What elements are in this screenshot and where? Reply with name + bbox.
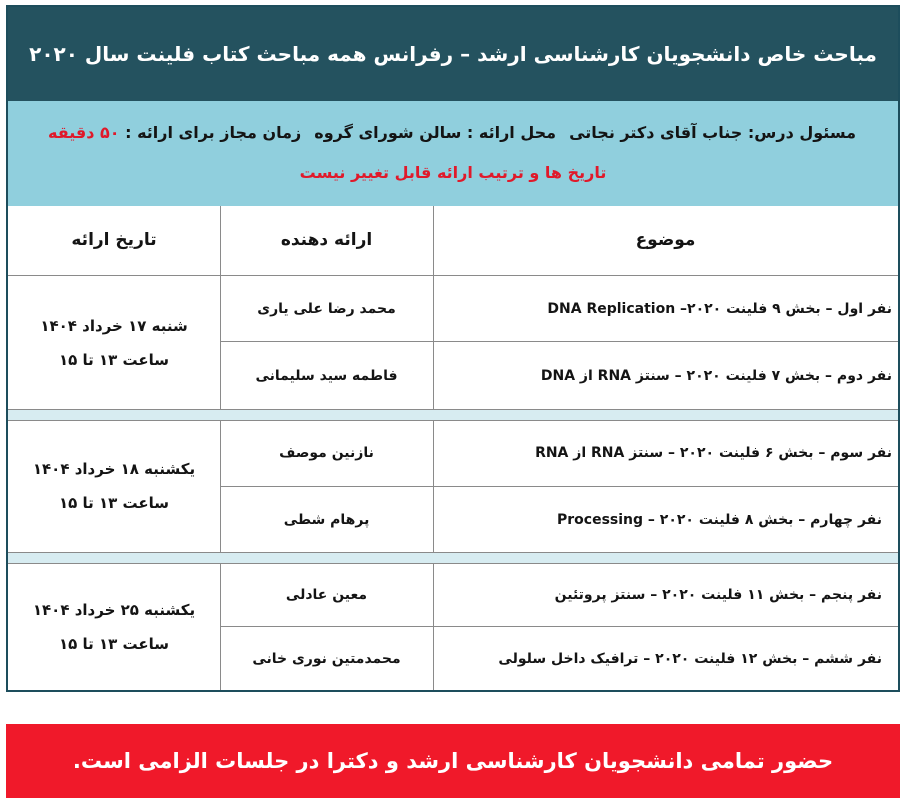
time-limit-label: زمان مجاز برای ارائه : [125,123,302,142]
row-divider [8,275,898,276]
presenter-cell: محمد رضا علی یاری [257,300,396,317]
presenter-cell: فاطمه سید سلیمانی [255,367,398,384]
time-limit-value: ۵۰ دقیقه [48,123,120,142]
row-divider [8,563,898,564]
column-divider [220,420,221,552]
session-date: یکشنبه ۲۵ خرداد ۱۴۰۴ [32,600,196,619]
info-band [8,101,898,206]
location-text: محل ارائه : سالن شورای گروه [314,123,557,142]
info-line [48,123,856,142]
row-divider [220,626,898,627]
column-header-presenter: ارائه دهنده [280,230,373,250]
column-divider [433,420,434,552]
time-limit [48,123,301,142]
column-header-topic: موضوع [635,230,696,250]
session-date-cell [8,420,220,552]
presenter-cell: معین عادلی [285,586,368,603]
attendance-notice: حضور تمامی دانشجویان کارشناسی ارشد و دکترا در جلسات الزامی است. [6,724,900,798]
page-title: مباحث خاص دانشجویان کارشناسی ارشد – رفرانس همه مباحث کتاب فلینت سال ۲۰۲۰ [8,7,898,101]
column-header-date: تاریخ ارائه [71,230,157,250]
schedule-note: تاریخ ها و ترتیب ارائه قابل تغییر نیست [299,163,607,182]
topic-cell: نفر دوم – بخش ۷ فلینت ۲۰۲۰ – سنتز RNA از DNA [540,367,892,384]
supervisor-text: مسئول درس: جناب آقای دکتر نجاتی [569,123,856,142]
row-divider [220,341,898,342]
session-date: یکشنبه ۱۸ خرداد ۱۴۰۴ [32,460,196,478]
row-divider [8,420,898,421]
presenter-cell: پرهام شطی [283,511,370,528]
presenter-cell: نازنین موصف [279,445,374,461]
session-time: ساعت ۱۳ تا ۱۵ [58,494,170,512]
column-divider [220,563,221,690]
session-separator [8,409,898,420]
session-time: ساعت ۱۳ تا ۱۵ [58,350,170,369]
column-divider [433,206,434,409]
column-divider [220,206,221,409]
topic-cell: نفر پنجم – بخش ۱۱ فلینت ۲۰۲۰ – سنتز پروتئین [554,586,882,603]
column-divider [433,563,434,690]
session-date: شنبه ۱۷ خرداد ۱۴۰۴ [40,316,188,335]
schedule-table [8,206,898,690]
row-divider [220,486,898,487]
presenter-cell: محمدمتین نوری خانی [252,650,401,667]
session-separator [8,552,898,563]
topic-cell: نفر اول – بخش ۹ فلینت ۲۰۲۰– DNA Replication [547,300,892,317]
session-time: ساعت ۱۳ تا ۱۵ [58,634,170,653]
topic-cell: نفر چهارم – بخش ۸ فلینت ۲۰۲۰ – Processing [557,511,882,528]
topic-cell: نفر سوم – بخش ۶ فلینت ۲۰۲۰ – سنتز RNA از RNA [535,445,892,461]
row-divider [8,552,898,553]
session-date-cell [8,276,220,409]
topic-cell: نفر ششم – بخش ۱۲ فلینت ۲۰۲۰ – ترافیک داخل سلولی [498,650,882,667]
session-date-cell [8,563,220,690]
row-divider [8,409,898,410]
schedule-frame [6,5,900,692]
